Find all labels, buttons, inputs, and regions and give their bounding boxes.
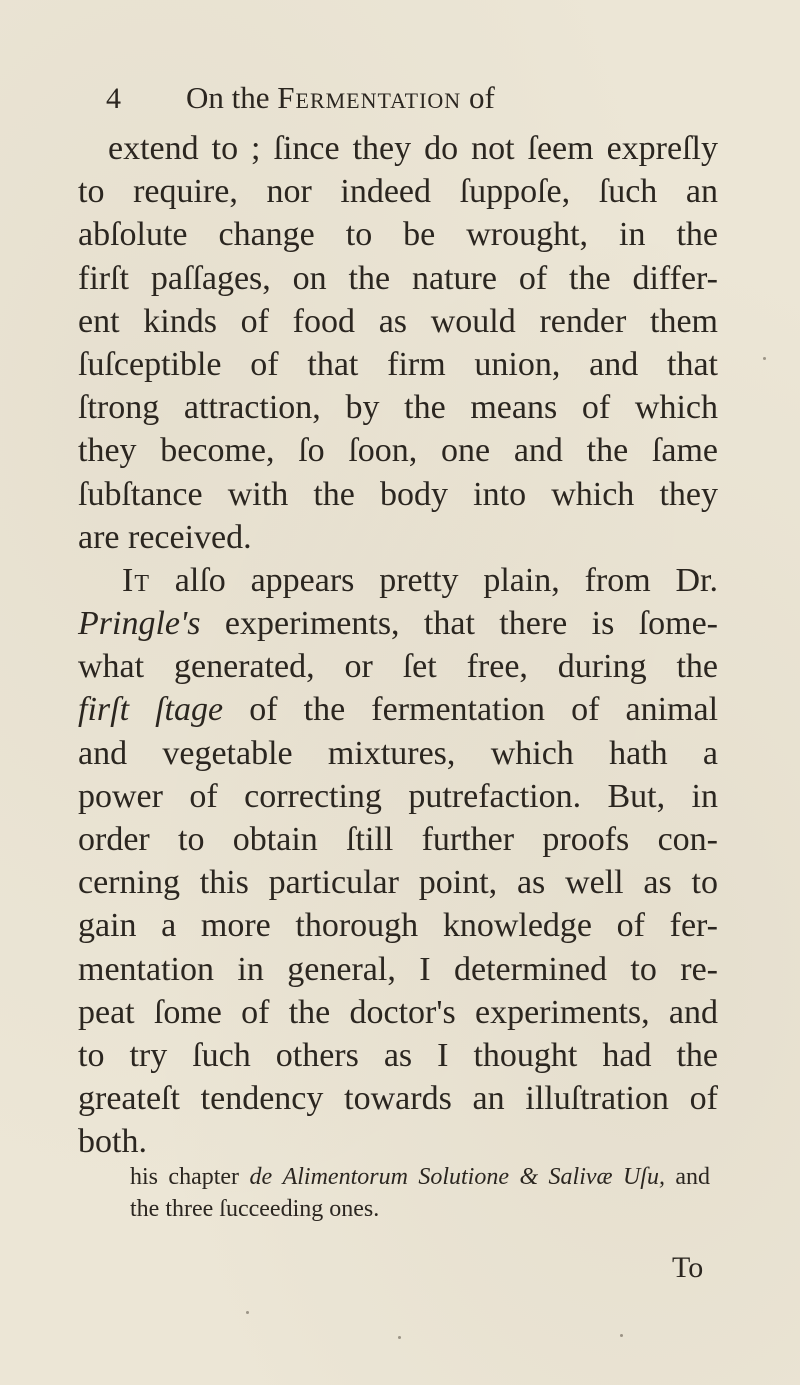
italic-name: Pringle's (78, 605, 201, 643)
title-prefix: On the (186, 80, 270, 115)
text-line: ſubſtance with the body into which they (78, 475, 718, 513)
italic-title: Alimentorum Solutione (282, 1164, 509, 1190)
text-fragment: of the fermentation of animal (249, 691, 719, 729)
text-line (78, 688, 718, 731)
italic-title: Salivæ Uſu, (548, 1164, 665, 1190)
text-line: to try ſuch others as I thought had the (78, 1036, 718, 1074)
text-line: are received. (78, 518, 252, 556)
running-header (106, 74, 726, 122)
footnote-line: the three ſucceeding ones. (130, 1196, 380, 1222)
text-line: they become, ſo ſoon, one and the ſame (78, 432, 718, 470)
paragraph-start-line (78, 559, 718, 602)
text-fragment: experiments, that there is ſome- (224, 605, 718, 643)
text-line: cerning this particular point, as well as to (78, 864, 718, 902)
text-line (78, 602, 718, 645)
italic-phrase: firſt ſtage (78, 691, 224, 729)
paper-speck (398, 1336, 401, 1339)
text-fragment: alſo appears pretty plain, from Dr. (174, 561, 718, 599)
paper-speck (763, 357, 766, 360)
italic-word: de (249, 1164, 273, 1190)
text-line: gain a more thorough knowledge of fer- (78, 907, 718, 945)
text-fragment: his chapter (130, 1164, 240, 1190)
paper-speck (620, 1334, 623, 1337)
text-line: extend to ; ſince they do not ſeem expreſly (108, 130, 718, 167)
page-number: 4 (106, 82, 121, 115)
text-fragment: and (675, 1164, 711, 1190)
footnote-line (130, 1161, 710, 1193)
paper-speck (246, 1311, 249, 1314)
text-line: abſolute change to be wrought, in the (78, 216, 718, 254)
text-line: ſuſceptible of that firm union, and that (78, 345, 718, 383)
text-line: to require, nor indeed ſuppoſe, ſuch an (78, 173, 718, 211)
ampersand: & (519, 1164, 539, 1190)
catchword: To (672, 1251, 704, 1284)
text-line: peat ſome of the doctor's experiments, and (78, 993, 718, 1031)
text-line: order to obtain ſtill further proofs con- (78, 821, 718, 858)
dropcap-word: It (122, 561, 150, 599)
running-title (186, 80, 495, 115)
title-caps: Fermentation (277, 80, 462, 115)
text-line: and vegetable mixtures, which hath a (78, 734, 718, 772)
text-line: ent kinds of food as would render them (78, 302, 718, 340)
body-text (78, 127, 718, 1164)
text-line: what generated, or ſet free, during the (78, 648, 718, 686)
text-line: ſtrong attraction, by the means of which (78, 389, 718, 427)
text-line: mentation in general, I determined to re- (78, 950, 718, 988)
text-line: power of correcting putrefaction. But, in (78, 777, 718, 815)
footnote (130, 1161, 710, 1225)
text-line: greateſt tendency towards an illuſtration of (78, 1080, 718, 1118)
text-line: firſt paſſages, on the nature of the differ- (78, 259, 718, 297)
title-suffix: of (468, 80, 495, 115)
text-line: both. (78, 1123, 147, 1161)
